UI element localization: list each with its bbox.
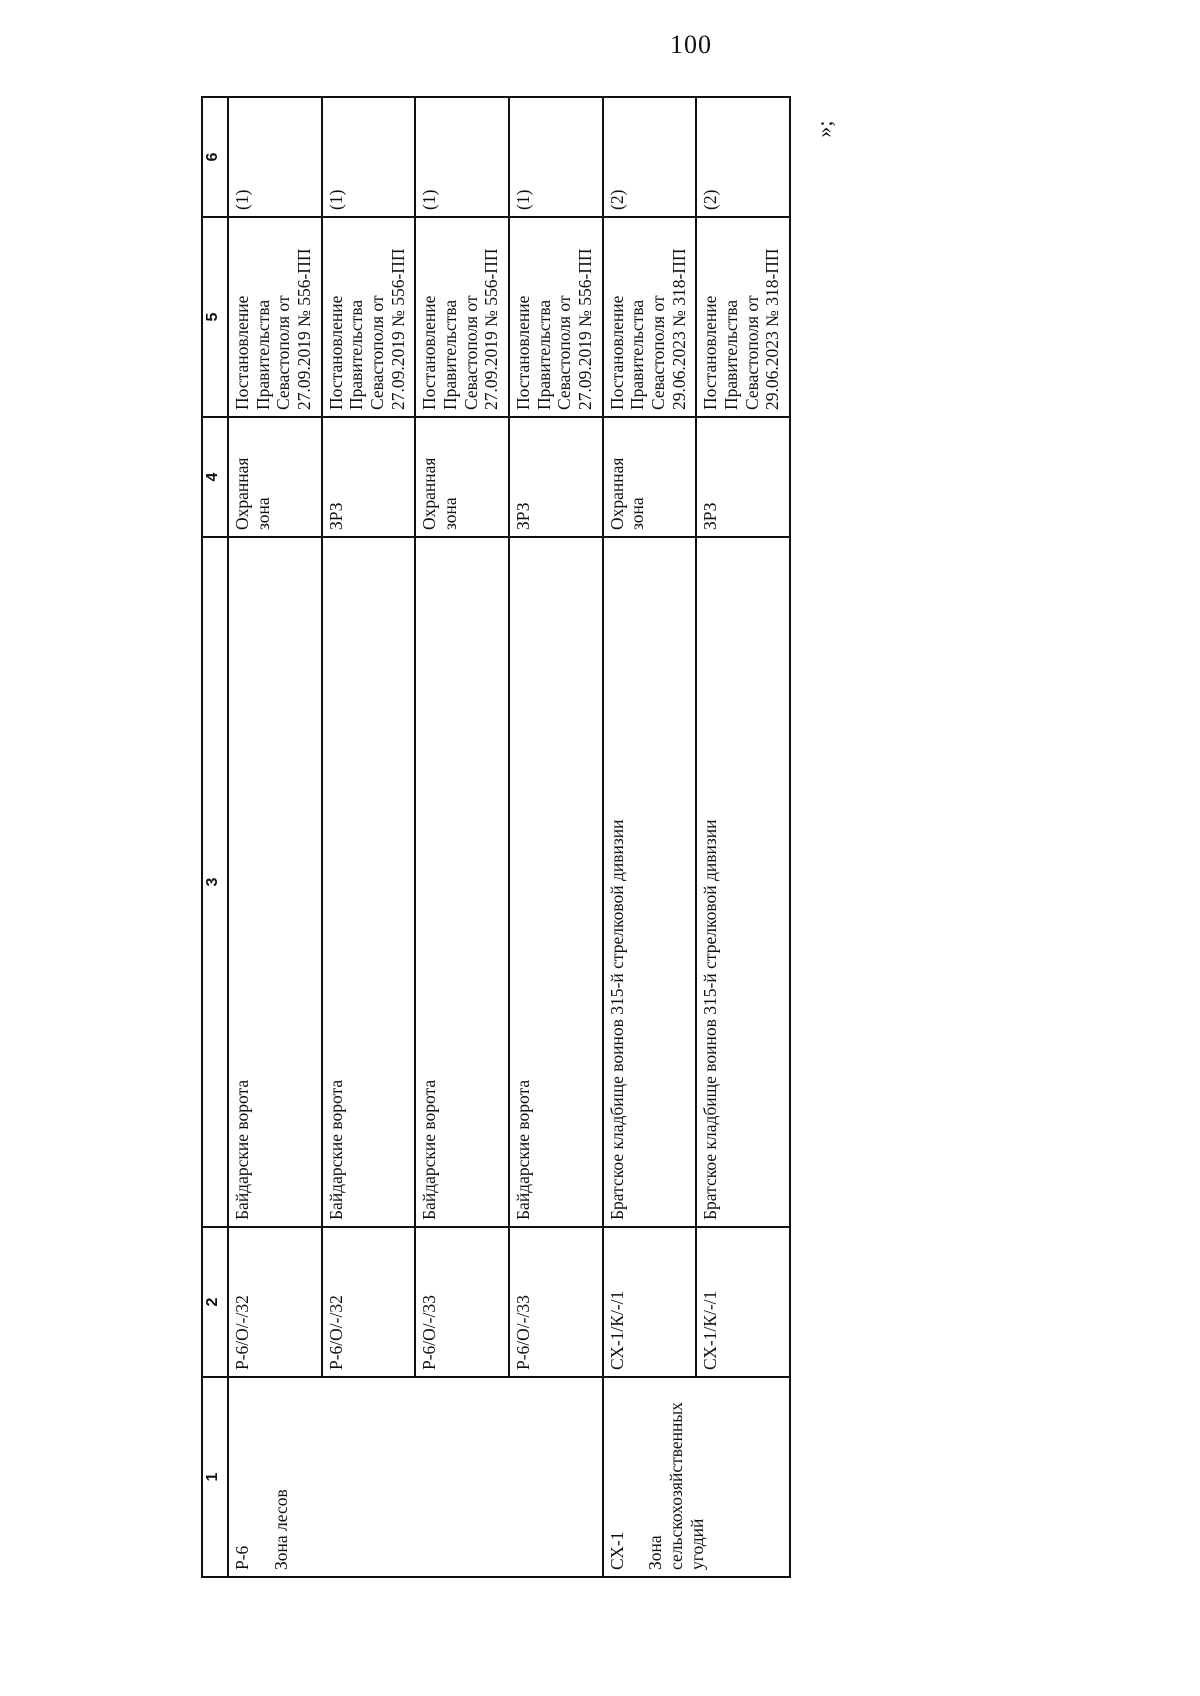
document-line: 29.06.2023 № 318-ПП xyxy=(762,248,783,410)
document-line: 27.09.2019 № 556-ПП xyxy=(293,248,314,410)
header-cell: 6 xyxy=(202,97,228,217)
document-line: Постановление xyxy=(232,295,252,410)
document-line: Севастополя от xyxy=(366,295,387,410)
object-code: СХ-1/К/-/1 xyxy=(696,1227,790,1377)
document-line: Севастополя от xyxy=(460,295,481,410)
page-number: 100 xyxy=(670,30,712,59)
object-name: Байдарские ворота xyxy=(228,537,322,1227)
zone-code: Р-6 xyxy=(232,1545,252,1570)
zone-name: Зона лесов xyxy=(270,1489,291,1570)
zone-type-cell xyxy=(696,417,790,537)
note-cell: (2) xyxy=(603,97,697,217)
zone-type-line: ЗРЗ xyxy=(512,502,533,530)
object-name: Братское кладбище воинов 315-й стрелковой дивизии xyxy=(696,537,790,1227)
document-line: Постановление xyxy=(606,295,627,410)
zones-table xyxy=(201,96,791,1578)
object-code: Р-6/О/-/33 xyxy=(415,1227,509,1377)
document-line: Севастополя от xyxy=(273,295,294,410)
header-cell: 5 xyxy=(202,217,228,417)
table-row xyxy=(603,97,697,1577)
document-line: Правительства xyxy=(439,299,460,410)
object-code: Р-6/О/-/32 xyxy=(228,1227,322,1377)
document-line: 27.09.2019 № 556-ПП xyxy=(387,248,408,410)
rotated-table-frame xyxy=(201,98,791,1578)
zone-type-cell xyxy=(509,417,603,537)
object-code: Р-6/О/-/32 xyxy=(322,1227,416,1377)
zone-type-line: зона xyxy=(439,497,460,530)
zone-type-line: зона xyxy=(627,497,648,530)
closing-quote-mark: »; xyxy=(811,120,837,138)
header-cell: 3 xyxy=(202,537,228,1227)
zone-type-line: ЗРЗ xyxy=(325,502,346,530)
document-line: Севастополя от xyxy=(741,295,762,410)
document-line: Правительства xyxy=(720,299,741,410)
zone-cell xyxy=(603,1377,790,1577)
document-cell xyxy=(696,217,790,417)
table-row xyxy=(696,97,790,1577)
document-line: 27.09.2019 № 556-ПП xyxy=(574,248,595,410)
table-row xyxy=(415,97,509,1577)
document-cell xyxy=(603,217,697,417)
document-line: Севастополя от xyxy=(647,295,668,410)
object-name: Байдарские ворота xyxy=(322,537,416,1227)
note-cell: (1) xyxy=(228,97,322,217)
document-cell xyxy=(415,217,509,417)
document-line: Правительства xyxy=(346,299,367,410)
document-line: Постановление xyxy=(700,295,721,410)
note-cell: (2) xyxy=(696,97,790,217)
object-code: Р-6/О/-/33 xyxy=(509,1227,603,1377)
document-line: Постановление xyxy=(512,295,533,410)
zone-type-cell xyxy=(228,417,322,537)
header-cell: 2 xyxy=(202,1227,228,1377)
zone-type-cell xyxy=(322,417,416,537)
zone-code: СХ-1 xyxy=(606,1531,627,1570)
document-line: 29.06.2023 № 318-ПП xyxy=(668,248,689,410)
document-line: Правительства xyxy=(627,299,648,410)
object-name: Байдарские ворота xyxy=(509,537,603,1227)
document-line: Постановление xyxy=(325,295,346,410)
note-cell: (1) xyxy=(509,97,603,217)
zone-type-line: Охранная xyxy=(606,457,627,530)
table-row xyxy=(322,97,416,1577)
document-line: Севастополя от xyxy=(554,295,575,410)
object-name: Байдарские ворота xyxy=(415,537,509,1227)
object-code: СХ-1/К/-/1 xyxy=(603,1227,697,1377)
note-cell: (1) xyxy=(322,97,416,217)
zone-type-cell xyxy=(415,417,509,537)
zone-type-line: Охранная xyxy=(232,457,252,530)
zone-cell xyxy=(228,1377,603,1577)
zone-name: Зона сельскохозяйственных угодий xyxy=(645,1402,707,1570)
document-cell xyxy=(509,217,603,417)
table-row xyxy=(509,97,603,1577)
document-line: Постановление xyxy=(419,295,440,410)
zone-type-line: Охранная xyxy=(419,457,440,530)
document-line: 27.09.2019 № 556-ПП xyxy=(481,248,502,410)
header-cell: 4 xyxy=(202,417,228,537)
document-line: Правительства xyxy=(252,299,273,410)
zone-type-cell xyxy=(603,417,697,537)
document-cell xyxy=(322,217,416,417)
header-cell: 1 xyxy=(202,1377,228,1577)
header-row xyxy=(202,97,228,1577)
document-cell xyxy=(228,217,322,417)
table-row xyxy=(228,97,322,1577)
zone-type-line: ЗРЗ xyxy=(700,502,721,530)
note-cell: (1) xyxy=(415,97,509,217)
zone-type-line: зона xyxy=(252,497,273,530)
document-line: Правительства xyxy=(533,299,554,410)
object-name: Братское кладбище воинов 315-й стрелковой дивизии xyxy=(603,537,697,1227)
